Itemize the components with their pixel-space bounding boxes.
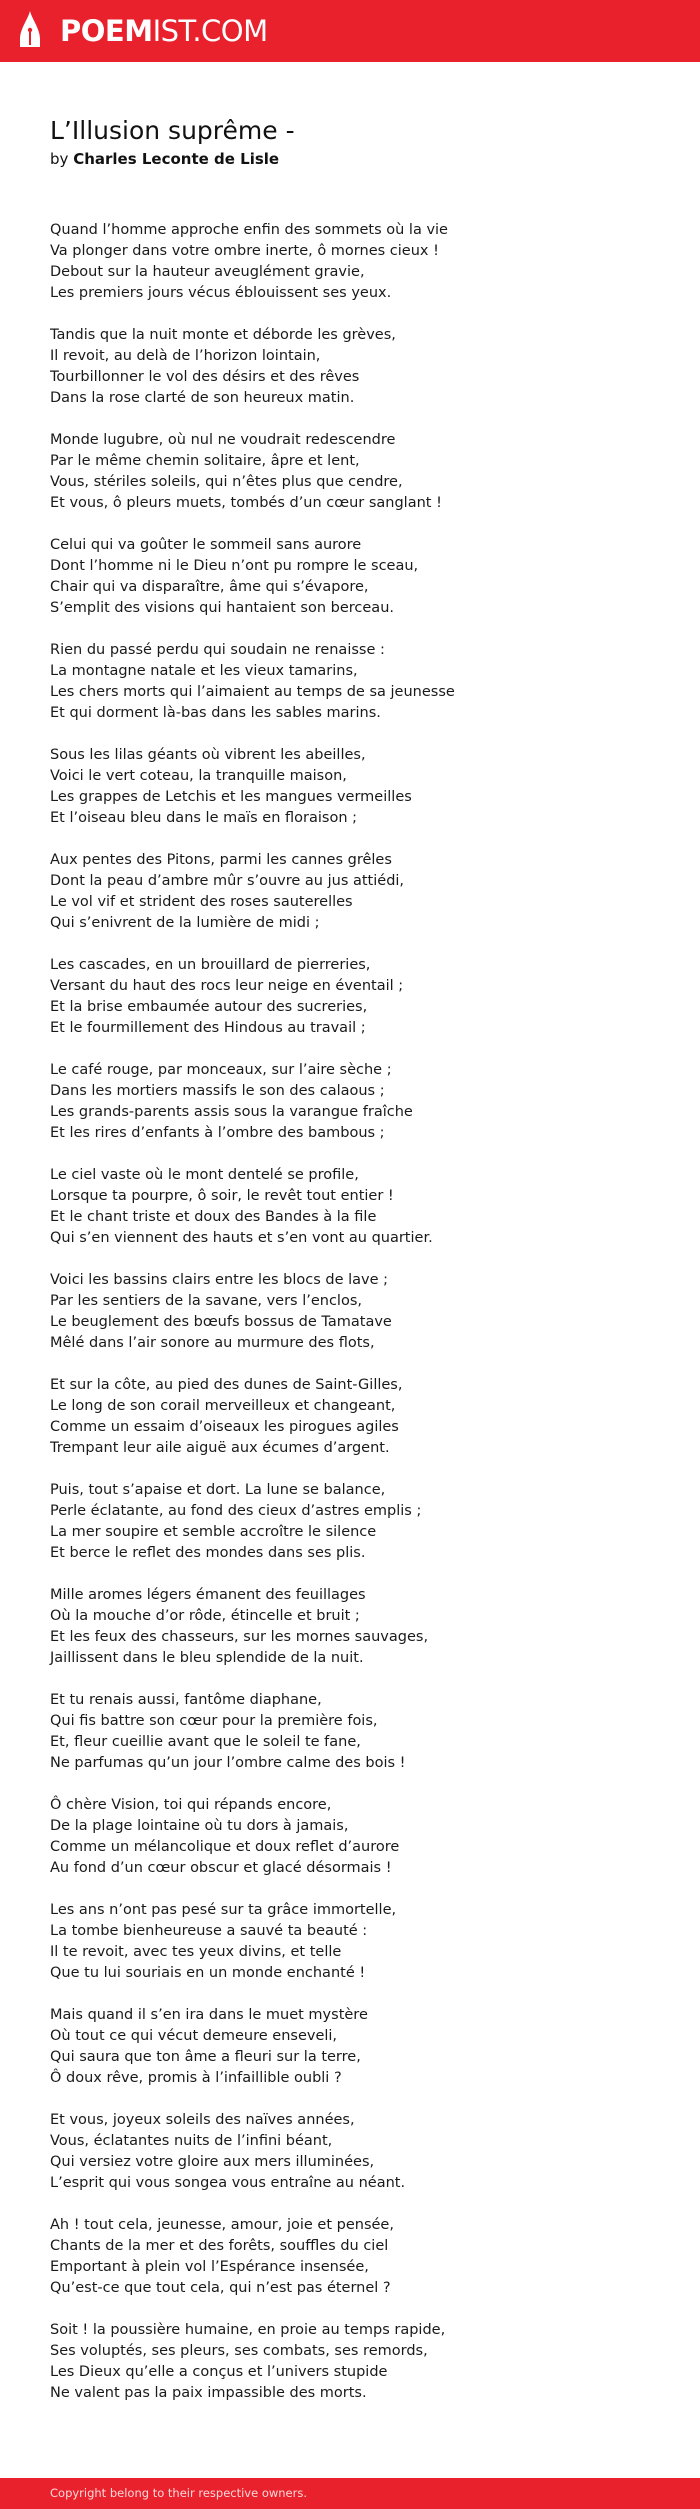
poem-line: Qui versiez votre gloire aux mers illuminées, xyxy=(50,2154,375,2170)
poem-line: Et l’oiseau bleu dans le maïs en floraison ; xyxy=(50,810,358,826)
poem-line: S’emplit des visions qui hantaient son berceau. xyxy=(50,600,394,616)
poem-line: Tourbillonner le vol des désirs et des rêves xyxy=(50,369,360,385)
poem-stanza xyxy=(50,535,670,619)
poem-stanza xyxy=(50,745,670,829)
poem-stanza xyxy=(50,430,670,514)
site-logo[interactable] xyxy=(60,15,268,47)
poem-line: Le vol vif et strident des roses sauterelles xyxy=(50,894,353,910)
poem-line: Et tu renais aussi, fantôme diaphane, xyxy=(50,1692,322,1708)
poem-line: Dont la peau d’ambre mûr s’ouvre au jus attiédi, xyxy=(50,873,405,889)
poem-line: Vous, stériles soleils, qui n’êtes plus que cendre, xyxy=(50,474,403,490)
poem-stanza xyxy=(50,640,670,724)
poem-line: Va plonger dans votre ombre inerte, ô mornes cieux ! xyxy=(50,243,439,259)
poem-line: Mille aromes légers émanent des feuillages xyxy=(50,1587,366,1603)
poem-stanza xyxy=(50,2005,670,2089)
poem-stanza xyxy=(50,1900,670,1984)
poem-line: Mais quand il s’en ira dans le muet mystère xyxy=(50,2007,368,2023)
poem-line: Ô chère Vision, toi qui répands encore, xyxy=(50,1797,332,1813)
quill-pen-nib-icon[interactable] xyxy=(18,9,42,51)
poem-stanza xyxy=(50,1585,670,1669)
poem-line: Les chers morts qui l’aimaient au temps de sa jeunesse xyxy=(50,684,455,700)
poem-line: Où tout ce qui vécut demeure enseveli, xyxy=(50,2028,338,2044)
poem-line: Puis, tout s’apaise et dort. La lune se balance, xyxy=(50,1482,386,1498)
poem-line: Voici le vert coteau, la tranquille maison, xyxy=(50,768,347,784)
poem-line: Mêlé dans l’air sonore au murmure des flots, xyxy=(50,1335,375,1351)
poem-line: Et, fleur cueillie avant que le soleil te fane, xyxy=(50,1734,361,1750)
poem-line: Et le fourmillement des Hindous au travail ; xyxy=(50,1020,366,1036)
site-header xyxy=(0,0,700,62)
poem-line: Tandis que la nuit monte et déborde les grèves, xyxy=(50,327,396,343)
poem-line: Les cascades, en un brouillard de pierreries, xyxy=(50,957,371,973)
poem-stanza xyxy=(50,850,670,934)
poem-line: Le café rouge, par monceaux, sur l’aire sèche ; xyxy=(50,1062,392,1078)
poem-line: Qui s’enivrent de la lumière de midi ; xyxy=(50,915,320,931)
poem-stanza xyxy=(50,1270,670,1354)
poem-line: Et les rires d’enfants à l’ombre des bambous ; xyxy=(50,1125,385,1141)
poem-line: Qui fis battre son cœur pour la première fois, xyxy=(50,1713,378,1729)
poem-line: Ne valent pas la paix impassible des morts. xyxy=(50,2385,367,2401)
poem-stanza xyxy=(50,2110,670,2194)
poem-line: Soit ! la poussière humaine, en proie au temps rapide, xyxy=(50,2322,446,2338)
poem-line: Les Dieux qu’elle a conçus et l’univers stupide xyxy=(50,2364,388,2380)
poem-line: Rien du passé perdu qui soudain ne renaisse : xyxy=(50,642,385,658)
copyright-text: Copyright belong to their respective owners. xyxy=(50,2486,308,2500)
poem-line: La mer soupire et semble accroître le silence xyxy=(50,1524,377,1540)
poem-line: Les premiers jours vécus éblouissent ses yeux. xyxy=(50,285,392,301)
poem-stanza xyxy=(50,1690,670,1774)
poem-stanza xyxy=(50,1795,670,1879)
poem-line: Voici les bassins clairs entre les blocs de lave ; xyxy=(50,1272,389,1288)
poem-line: L’esprit qui vous songea vous entraîne au néant. xyxy=(50,2175,406,2191)
poem-line: Qu’est-ce que tout cela, qui n’est pas éternel ? xyxy=(50,2280,391,2296)
poem-line: Et vous, ô pleurs muets, tombés d’un cœur sanglant ! xyxy=(50,495,442,511)
poem-line: Comme un essaim d’oiseaux les pirogues agiles xyxy=(50,1419,399,1435)
poem-line: Aux pentes des Pitons, parmi les cannes grêles xyxy=(50,852,392,868)
by-label: by xyxy=(50,150,69,168)
poem-line: Où la mouche d’or rôde, étincelle et bruit ; xyxy=(50,1608,360,1624)
poem-line: Qui saura que ton âme a fleuri sur la terre, xyxy=(50,2049,361,2065)
poem-line: Qui s’en viennent des hauts et s’en vont au quartier. xyxy=(50,1230,433,1246)
poem-line: Et sur la côte, au pied des dunes de Saint-Gilles, xyxy=(50,1377,403,1393)
poem-stanza xyxy=(50,955,670,1039)
poem-line: Ô doux rêve, promis à l’infaillible oubli ? xyxy=(50,2070,342,2086)
poem-line: Ah ! tout cela, jeunesse, amour, joie et pensée, xyxy=(50,2217,394,2233)
poem-line: Les ans n’ont pas pesé sur ta grâce immortelle, xyxy=(50,1902,397,1918)
poem-line: Et qui dorment là-bas dans les sables marins. xyxy=(50,705,381,721)
poem-line: Il te revoit, avec tes yeux divins, et telle xyxy=(50,1944,342,1960)
poem-author[interactable]: Charles Leconte de Lisle xyxy=(73,150,280,168)
poem-line: Et la brise embaumée autour des sucreries, xyxy=(50,999,368,1015)
poem-line: Et le chant triste et doux des Bandes à la file xyxy=(50,1209,377,1225)
poem-line: Vous, éclatantes nuits de l’infini béant, xyxy=(50,2133,333,2149)
poem-line: Dont l’homme ni le Dieu n’ont pu rompre le sceau, xyxy=(50,558,419,574)
poem-line: Chants de la mer et des forêts, souffles du ciel xyxy=(50,2238,389,2254)
poem-line: Et berce le reflet des mondes dans ses plis. xyxy=(50,1545,366,1561)
poem-line: Sous les lilas géants où vibrent les abeilles, xyxy=(50,747,366,763)
poem-line: Debout sur la hauteur aveuglément gravie, xyxy=(50,264,365,280)
poem-stanza xyxy=(50,1480,670,1564)
poem-line: Versant du haut des rocs leur neige en éventail ; xyxy=(50,978,404,994)
poem-line: Trempant leur aile aiguë aux écumes d’argent. xyxy=(50,1440,390,1456)
poem-line: Celui qui va goûter le sommeil sans aurore xyxy=(50,537,362,553)
poem-line: Dans la rose clarté de son heureux matin. xyxy=(50,390,355,406)
poem-line: Il revoit, au delà de l’horizon lointain, xyxy=(50,348,321,364)
poem-line: Les grands-parents assis sous la varangue fraîche xyxy=(50,1104,413,1120)
poem-body xyxy=(50,220,670,2425)
poem-line: Chair qui va disparaître, âme qui s’évapore, xyxy=(50,579,369,595)
poem-line: Dans les mortiers massifs le son des calaous ; xyxy=(50,1083,385,1099)
poem-line: Perle éclatante, au fond des cieux d’astres emplis ; xyxy=(50,1503,422,1519)
poem-stanza xyxy=(50,1375,670,1459)
poem-stanza xyxy=(50,220,670,304)
poem-line: La montagne natale et les vieux tamarins, xyxy=(50,663,358,679)
poem-line: Le ciel vaste où le mont dentelé se profile, xyxy=(50,1167,359,1183)
poem-byline xyxy=(50,149,279,169)
poem-line: Le beuglement des bœufs bossus de Tamatave xyxy=(50,1314,392,1330)
poem-line: Et vous, joyeux soleils des naïves années, xyxy=(50,2112,355,2128)
poem-title: L’Illusion suprême - xyxy=(50,116,295,145)
poem-stanza xyxy=(50,1165,670,1249)
poem-line: Par le même chemin solitaire, âpre et lent, xyxy=(50,453,360,469)
poem-line: Les grappes de Letchis et les mangues vermeilles xyxy=(50,789,412,805)
poem-line: Au fond d’un cœur obscur et glacé désormais ! xyxy=(50,1860,392,1876)
poem-stanza xyxy=(50,1060,670,1144)
poem-line: Ne parfumas qu’un jour l’ombre calme des bois ! xyxy=(50,1755,406,1771)
poem-line: Emportant à plein vol l’Espérance insensée, xyxy=(50,2259,369,2275)
logo-light-text: IST.COM xyxy=(152,14,268,48)
poem-line: De la plage lointaine où tu dors à jamais, xyxy=(50,1818,349,1834)
poem-line: Monde lugubre, où nul ne voudrait redescendre xyxy=(50,432,396,448)
poem-line: Quand l’homme approche enfin des sommets où la vie xyxy=(50,222,448,238)
logo-strong-text: POEM xyxy=(60,14,153,48)
poem-line: Que tu lui souriais en un monde enchanté ! xyxy=(50,1965,366,1981)
poem-line: Le long de son corail merveilleux et changeant, xyxy=(50,1398,396,1414)
poem-line: Et les feux des chasseurs, sur les mornes sauvages, xyxy=(50,1629,429,1645)
poem-stanza xyxy=(50,2320,670,2404)
poem-stanza xyxy=(50,325,670,409)
poem-stanza xyxy=(50,2215,670,2299)
poem-line: Par les sentiers de la savane, vers l’enclos, xyxy=(50,1293,362,1309)
site-footer xyxy=(0,2478,700,2509)
poem-line: Ses voluptés, ses pleurs, ses combats, ses remords, xyxy=(50,2343,428,2359)
poem-line: Lorsque ta pourpre, ô soir, le revêt tout entier ! xyxy=(50,1188,394,1204)
poem-line: La tombe bienheureuse a sauvé ta beauté : xyxy=(50,1923,368,1939)
poem-line: Jaillissent dans le bleu splendide de la nuit. xyxy=(50,1650,364,1666)
poem-line: Comme un mélancolique et doux reflet d’aurore xyxy=(50,1839,400,1855)
